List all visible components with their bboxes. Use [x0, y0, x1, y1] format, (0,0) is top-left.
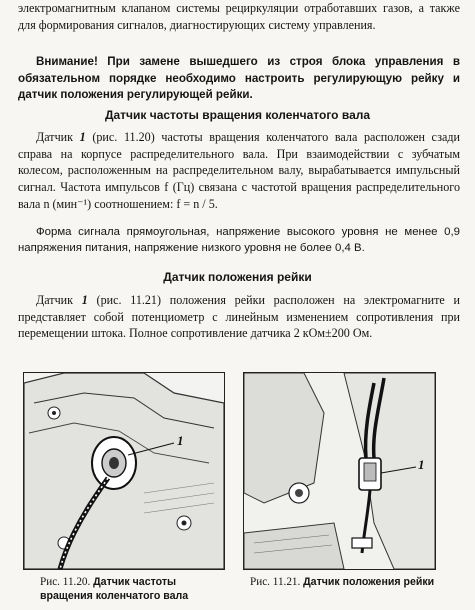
- figure-11-21-callout: 1: [418, 457, 425, 472]
- warning-paragraph: Внимание! При замене вышедшего из строя блока управления в обязательном порядке необходимо настроить регулирующую рейку и датчик положения регулирующей рейки.: [18, 55, 460, 102]
- figure-11-21-photo: [243, 372, 436, 570]
- rack-position-sensor-illustration: [244, 373, 435, 569]
- figure-11-20-caption: [40, 575, 220, 603]
- section2-para1-lead: Датчик: [36, 293, 82, 307]
- figure-11-21-caption-title: Датчик положения рейки: [303, 576, 435, 588]
- figure-11-20-callout: 1: [177, 433, 184, 448]
- section2-callout-number: 1: [81, 293, 88, 307]
- section1-para2: Форма сигнала прямоугольная, напряжение высокого уровня не менее 0,9 напряжения питания, напряжение низкого уровня не более 0,4 В.: [18, 226, 460, 255]
- section2-heading: Датчик положения рейки: [163, 270, 312, 284]
- figure-11-20-photo: [23, 372, 225, 570]
- figure-11-21-caption-prefix: Рис. 11.21.: [250, 576, 301, 588]
- top-paragraph: электромагнитным клапаном системы рециркуляции отработавших газов, а также для формирования сигналов, диагностирующих систему управления.: [18, 1, 460, 32]
- section1-para1-rest: (рис. 11.20) частоты вращения коленчатого вала расположен сзади справа на корпусе распределительного вала. При взаимодействии с зубчатым колесом, расположенным на распределительном валу, вырабатывается импульсный сигнал. Частота импульсов f (Гц) связана с частотой вращения распределительного вала n (мин⁻¹) соотношением: f = n / 5.: [18, 130, 460, 211]
- figure-11-20-caption-prefix: Рис. 11.20.: [40, 576, 91, 588]
- section2-para1: [18, 292, 460, 342]
- section1-callout-number: 1: [79, 130, 86, 144]
- figure-11-21-caption: [250, 575, 440, 589]
- section2-para1-rest: (рис. 11.21) положения рейки расположен на электромагните и представляет собой потенциометр с линейным изменением сопротивления при перемещении штока. Полное сопротивление датчика 2 кОм±200 Ом.: [18, 293, 461, 341]
- crankshaft-sensor-illustration: [24, 373, 224, 569]
- section1-para1: [18, 129, 460, 213]
- section1-heading: Датчик частоты вращения коленчатого вала: [104, 108, 371, 122]
- section1-para1-lead: Датчик: [36, 130, 80, 144]
- figure-11-20-caption-title: Датчик частоты вращения коленчатого вала: [40, 576, 189, 602]
